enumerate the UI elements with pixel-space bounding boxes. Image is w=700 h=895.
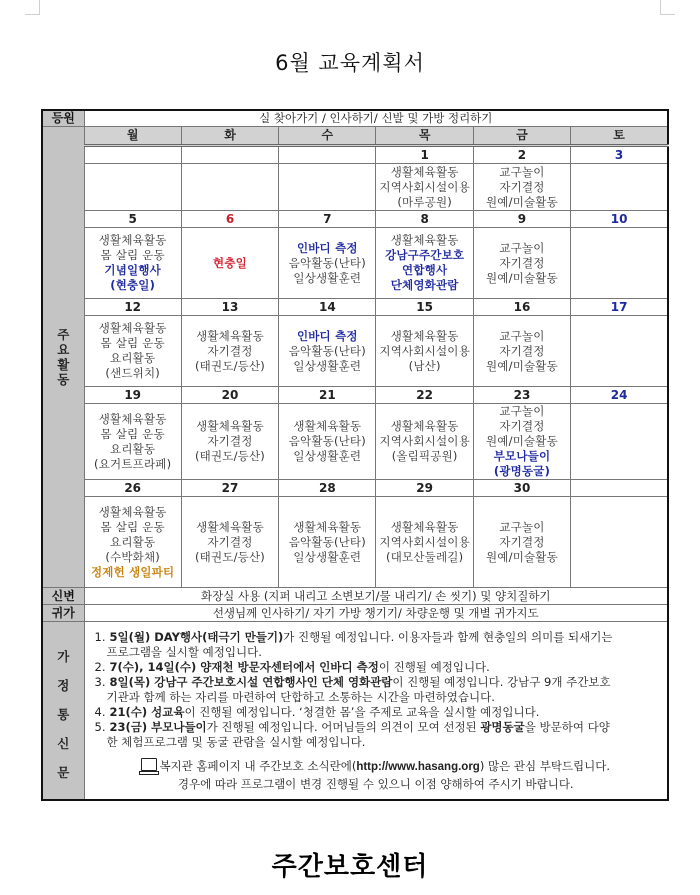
activity-cell-thu: [376, 316, 473, 387]
activity-line: 지역사회시설이용: [379, 534, 470, 549]
date-wed: [279, 146, 376, 164]
departure-label: 귀가: [42, 605, 84, 622]
activity-line: (태권도/등산): [194, 549, 265, 564]
activity-line: 생활체육활동: [390, 164, 459, 179]
main-label-char: 요: [57, 342, 70, 357]
page-corner-mark-left: [25, 0, 40, 15]
activity-line: 원예/미술활동: [486, 434, 558, 448]
notice-item: 1. 5일(월) DAY행사(태극기 만들기)가 진행될 예정입니다. 이용자들과 함께 현충일의 의미를 되새기는: [94, 630, 613, 644]
activity-cell-tue: [181, 228, 278, 299]
date-thu: 29: [376, 480, 473, 497]
activity-line: 교구놀이: [499, 519, 545, 534]
activity-line: 생활체육활동: [390, 328, 459, 343]
activity-line: 자기결정: [499, 179, 545, 194]
activity-line: 교구놀이: [499, 404, 545, 418]
date-mon: 19: [84, 387, 181, 404]
activity-line: (남산): [408, 358, 441, 373]
notice-label-char: 가: [57, 649, 70, 664]
activity-line: 생활체육활동: [390, 419, 459, 433]
date-tue: 6: [181, 211, 278, 228]
weekday-fri: 금: [473, 127, 570, 146]
activity-line: (태권도/등산): [194, 449, 265, 463]
date-row: [42, 299, 668, 316]
activity-cell-tue: [181, 404, 278, 480]
activity-line: (광명동굴): [493, 464, 551, 478]
footer-line-1: 복지관 홈페이지 내 주간보호 소식란에(http://www.hasang.org) 많은 관심 부탁드립니다.: [95, 758, 658, 776]
date-row: [42, 211, 668, 228]
notice-footer: [95, 758, 658, 793]
activity-cell-mon: [84, 228, 181, 299]
toilet-label: 신변: [42, 588, 84, 605]
departure-row: [42, 605, 668, 622]
weekday-mon: 월: [84, 127, 181, 146]
activity-cell-thu: [376, 404, 473, 480]
notice-item-continuation: 한 체험프로그램 및 동굴 관람을 실시할 예정입니다.: [106, 735, 366, 749]
activity-line: 생활체육활동: [293, 519, 362, 534]
activity-cell-wed: [279, 164, 376, 211]
date-mon: 26: [84, 480, 181, 497]
education-plan-table: [41, 109, 669, 801]
activity-line: 음악활동(난타): [288, 343, 366, 358]
activity-line: 연합행사: [402, 263, 448, 277]
activity-line: 강남구주간보호: [385, 248, 465, 262]
activity-line: 교구놀이: [499, 240, 545, 255]
date-wed: 28: [279, 480, 376, 497]
activity-line: (현충일): [110, 278, 156, 292]
activity-line: 원예/미술활동: [486, 194, 558, 209]
activity-line: 인바디 측정: [296, 328, 358, 343]
date-mon: 5: [84, 211, 181, 228]
weekday-sat: 토: [571, 127, 668, 146]
activity-line: 일상생활훈련: [293, 270, 362, 285]
notice-label-char: 신: [57, 736, 70, 751]
activity-cell-sat: [571, 404, 668, 480]
activity-line: 교구놀이: [499, 328, 545, 343]
activity-cell-wed: [279, 404, 376, 480]
weekday-header-row: [42, 127, 668, 146]
weekday-wed: 수: [279, 127, 376, 146]
page-title: 6월 교육계획서: [275, 51, 425, 75]
notice-label-char: 문: [57, 765, 70, 780]
activity-line: 음악활동(난타): [288, 434, 366, 448]
activity-row: [42, 404, 668, 480]
notice-row: [42, 622, 668, 801]
activity-line: 음악활동(난타): [288, 255, 366, 270]
main-label-char: 활: [57, 357, 70, 372]
date-tue: 20: [181, 387, 278, 404]
activity-line: 자기결정: [499, 343, 545, 358]
activity-line: 요리활동: [110, 351, 156, 365]
activity-cell-sat: [571, 228, 668, 299]
activity-line: (태권도/등산): [194, 358, 265, 373]
notice-label-char: 정: [57, 678, 70, 693]
departure-text: 선생님께 인사하기/ 자기 가방 챙기기/ 차량운행 및 개별 귀가지도: [84, 605, 668, 622]
activity-line: 자기결정: [207, 534, 253, 549]
activity-line: 생활체육활동: [98, 504, 167, 519]
activity-cell-thu: [376, 164, 473, 211]
notice-content: [84, 622, 668, 801]
date-row: [42, 387, 668, 404]
date-wed: 7: [279, 211, 376, 228]
activity-line: 생활체육활동: [196, 519, 264, 534]
activity-line: (마루공원): [397, 194, 452, 209]
notice-item: 4. 21(수) 성교육이 진행될 예정입니다. ‘청결한 몸’을 주제로 교육을 실시할 예정입니다.: [94, 705, 540, 719]
notice-item: 3. 8일(목) 강남구 주간보호시설 연합행사인 단체 영화관람이 진행될 예정입니다. 강남구 9개 주간보호: [94, 675, 611, 689]
computer-icon: [141, 758, 157, 771]
notice-item-continuation: 프로그램을 실시할 예정입니다.: [106, 645, 262, 659]
date-fri: 23: [473, 387, 570, 404]
activity-cell-mon: [84, 404, 181, 480]
activity-line: 요리활동: [110, 534, 156, 549]
toilet-text: 화장실 사용 (지퍼 내리고 소변보기/물 내리기/ 손 씻기) 및 양치질하기: [84, 588, 668, 605]
date-fri: 9: [473, 211, 570, 228]
date-fri: 16: [473, 299, 570, 316]
notice-item: 5. 23(금) 부모나들이가 진행될 예정입니다. 어머님들의 의견이 모여 선정된 광명동굴을 방문하여 다양: [94, 720, 610, 734]
activity-line: 몸 살림 운동: [100, 248, 165, 262]
activity-line: 원예/미술활동: [486, 549, 558, 564]
activity-line: 생활체육활동: [98, 233, 167, 247]
date-row: [42, 480, 668, 497]
activity-line: 일상생활훈련: [293, 449, 362, 463]
activity-line: 자기결정: [499, 255, 545, 270]
activity-line: 생활체육활동: [98, 411, 167, 426]
center-name: 주간보호센터: [271, 852, 429, 882]
date-tue: [181, 146, 278, 164]
arrival-label: 등원: [42, 110, 84, 127]
activity-line: 일상생활훈련: [293, 358, 362, 373]
date-sat: [571, 480, 668, 497]
notice-list: [95, 630, 658, 750]
activity-line: 몸 살림 운동: [100, 336, 165, 350]
activity-cell-mon: [84, 164, 181, 211]
date-fri: 30: [473, 480, 570, 497]
notice-item-continuation: 기관과 함께 하는 자리를 마련하여 단합하고 소통하는 시간을 마련하였습니다.: [106, 690, 495, 704]
homepage-link[interactable]: http://www.hasang.org: [356, 761, 480, 773]
activity-line: 자기결정: [499, 534, 545, 549]
activity-line: 자기결정: [207, 434, 253, 448]
main-label-char: 동: [57, 372, 70, 387]
activity-cell-sat: [571, 497, 668, 588]
date-tue: 13: [181, 299, 278, 316]
weekday-thu: 목: [376, 127, 473, 146]
activity-line: 원예/미술활동: [486, 358, 558, 373]
date-wed: 21: [279, 387, 376, 404]
activity-line: 몸 살림 운동: [100, 519, 165, 534]
activity-cell-thu: [376, 228, 473, 299]
date-thu: 22: [376, 387, 473, 404]
activity-cell-fri: [473, 497, 570, 588]
date-sat: 3: [571, 146, 668, 164]
date-thu: 8: [376, 211, 473, 228]
date-sat: 24: [571, 387, 668, 404]
notice-item: 2. 7(수), 14일(수) 양재천 방문자센터에서 인바디 측정이 진행될 예정입니다.: [94, 660, 490, 674]
activity-line: 생활체육활동: [196, 419, 264, 433]
activity-line: 생활체육활동: [196, 328, 264, 343]
date-tue: 27: [181, 480, 278, 497]
activity-cell-sat: [571, 316, 668, 387]
activity-cell-thu: [376, 497, 473, 588]
activity-cell-fri: [473, 228, 570, 299]
activity-cell-mon: [84, 316, 181, 387]
date-thu: 1: [376, 146, 473, 164]
activity-cell-tue: [181, 164, 278, 211]
weekday-tue: 화: [181, 127, 278, 146]
activity-line: 지역사회시설이용: [379, 434, 470, 448]
activity-line: 요리활동: [110, 441, 156, 456]
notice-label: [42, 622, 84, 801]
activity-line: (요거트프라페): [94, 456, 172, 471]
main-label-char: 주: [57, 327, 70, 342]
activity-line: 생활체육활동: [390, 233, 459, 247]
date-row: [42, 146, 668, 164]
activity-row: [42, 497, 668, 588]
date-mon: [84, 146, 181, 164]
activity-line: 원예/미술활동: [486, 270, 558, 285]
activity-row: [42, 164, 668, 211]
date-thu: 15: [376, 299, 473, 316]
activity-line: 정제헌 생일파티: [90, 564, 175, 579]
date-sat: 10: [571, 211, 668, 228]
activity-line: 생활체육활동: [390, 519, 459, 534]
activity-cell-wed: [279, 316, 376, 387]
activity-cell-wed: [279, 497, 376, 588]
arrival-row: [42, 110, 668, 127]
activity-line: 인바디 측정: [296, 240, 358, 255]
activity-line: 현충일: [213, 255, 247, 270]
activity-line: 자기결정: [207, 343, 253, 358]
activity-cell-fri: [473, 164, 570, 211]
activity-cell-fri: [473, 316, 570, 387]
date-mon: 12: [84, 299, 181, 316]
activity-cell-tue: [181, 316, 278, 387]
toilet-row: [42, 588, 668, 605]
activity-cell-mon: [84, 497, 181, 588]
activity-row: [42, 316, 668, 387]
footer-line-2: 경우에 따라 프로그램이 변경 진행될 수 있으니 이점 양해하여 주시기 바랍니다.: [177, 777, 574, 791]
activity-line: 기념일행사: [104, 263, 161, 277]
activity-line: (샌드위치): [105, 366, 160, 380]
activity-line: (대모산둘레길): [386, 549, 464, 564]
activity-line: 지역사회시설이용: [379, 179, 470, 194]
page-corner-mark-right: [660, 0, 675, 15]
activity-line: 자기결정: [499, 419, 545, 433]
date-sat: 17: [571, 299, 668, 316]
activity-line: 단체영화관람: [390, 278, 459, 292]
activity-line: 부모나들이: [493, 449, 551, 463]
arrival-text: 실 찾아가기 / 인사하기/ 신발 및 가방 정리하기: [84, 110, 668, 127]
activity-row: [42, 228, 668, 299]
activity-line: 일상생활훈련: [293, 549, 362, 564]
activity-cell-wed: [279, 228, 376, 299]
activity-line: 생활체육활동: [98, 321, 167, 335]
activity-cell-fri: [473, 404, 570, 480]
date-wed: 14: [279, 299, 376, 316]
date-fri: 2: [473, 146, 570, 164]
activity-line: 지역사회시설이용: [379, 343, 470, 358]
activity-line: 음악활동(난타): [288, 534, 366, 549]
activity-line: 생활체육활동: [293, 419, 362, 433]
notice-label-char: 통: [57, 707, 70, 722]
activity-line: (수박화채): [105, 549, 160, 564]
activity-line: 몸 살림 운동: [100, 426, 165, 441]
activity-cell-sat: [571, 164, 668, 211]
activity-cell-tue: [181, 497, 278, 588]
activity-line: (올림픽공원): [391, 449, 458, 463]
activity-line: 교구놀이: [499, 164, 545, 179]
main-activities-label: [42, 127, 84, 588]
